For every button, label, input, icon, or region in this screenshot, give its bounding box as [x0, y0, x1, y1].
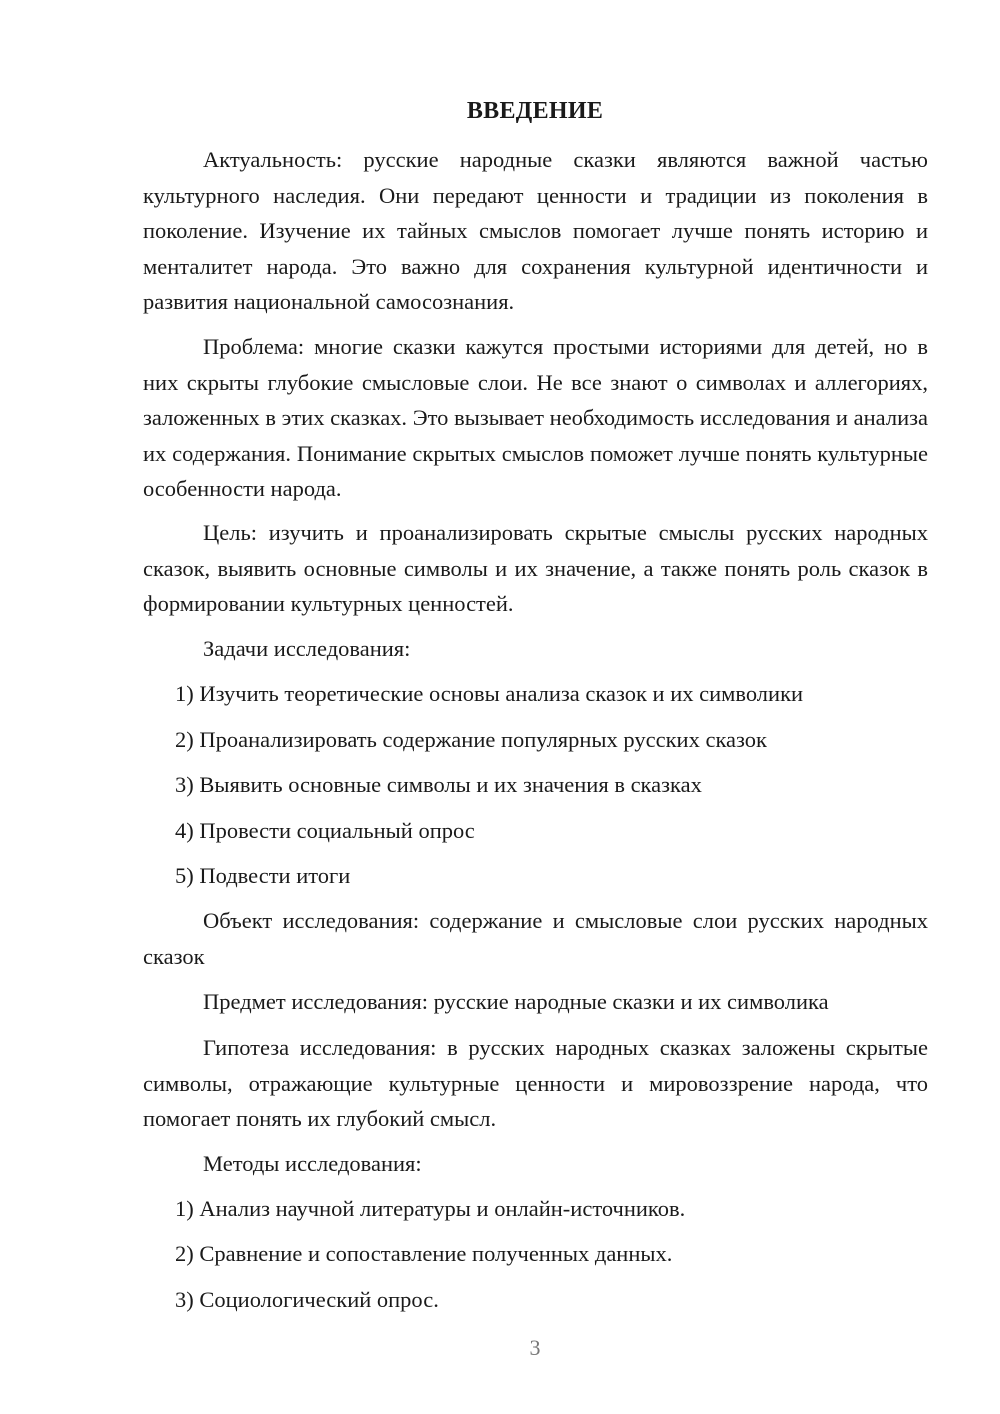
- goal-paragraph: Цель: изучить и проанализировать скрытые смыслы русских народных сказок, выявить основные символы и их значение, а также понять роль сказок в формировании культурных ценностей.: [143, 520, 928, 616]
- method-item: 3) Социологический опрос.: [175, 1287, 439, 1312]
- subject-paragraph: Предмет исследования: русские народные сказки и их символика: [203, 989, 829, 1014]
- page-title: ВВЕДЕНИЕ: [466, 98, 604, 124]
- task-item: 5) Подвести итоги: [175, 863, 351, 888]
- hypothesis-paragraph: Гипотеза исследования: в русских народных сказках заложены скрытые символы, отражающие культурные ценности и мировоззрение народа, что помогает понять их глубокий смысл.: [143, 1035, 928, 1131]
- page-number: 3: [529, 1335, 541, 1360]
- task-item: 1) Изучить теоретические основы анализа сказок и их символики: [175, 681, 804, 706]
- method-item: 2) Сравнение и сопоставление полученных данных.: [175, 1241, 673, 1266]
- task-item: 2) Проанализировать содержание популярных русских сказок: [175, 727, 767, 752]
- object-paragraph: Объект исследования: содержание и смысловые слои русских народных сказок: [143, 908, 928, 969]
- method-item: 1) Анализ научной литературы и онлайн-источников.: [175, 1196, 686, 1221]
- methods-heading: Методы исследования:: [203, 1151, 422, 1176]
- task-item: 3) Выявить основные символы и их значения в сказках: [175, 772, 702, 797]
- relevance-paragraph: Актуальность: русские народные сказки являются важной частью культурного наследия. Они передают ценности и традиции из поколения в поколение. Изучение их тайных смыслов помогает лучше понять историю и менталитет народа. Это важно для сохранения культурной идентичности и развития национальной самосознания.: [143, 147, 928, 314]
- problem-paragraph: Проблема: многие сказки кажутся простыми историями для детей, но в них скрыты глубокие смысловые слои. Не все знают о символах и аллегориях, заложенных в этих сказках. Это вызывает необходимость исследования и анализа их содержания. Понимание скрытых смыслов поможет лучше понять культурные особенности народа.: [143, 334, 928, 501]
- tasks-heading: Задачи исследования:: [203, 636, 411, 661]
- task-item: 4) Провести социальный опрос: [175, 818, 475, 843]
